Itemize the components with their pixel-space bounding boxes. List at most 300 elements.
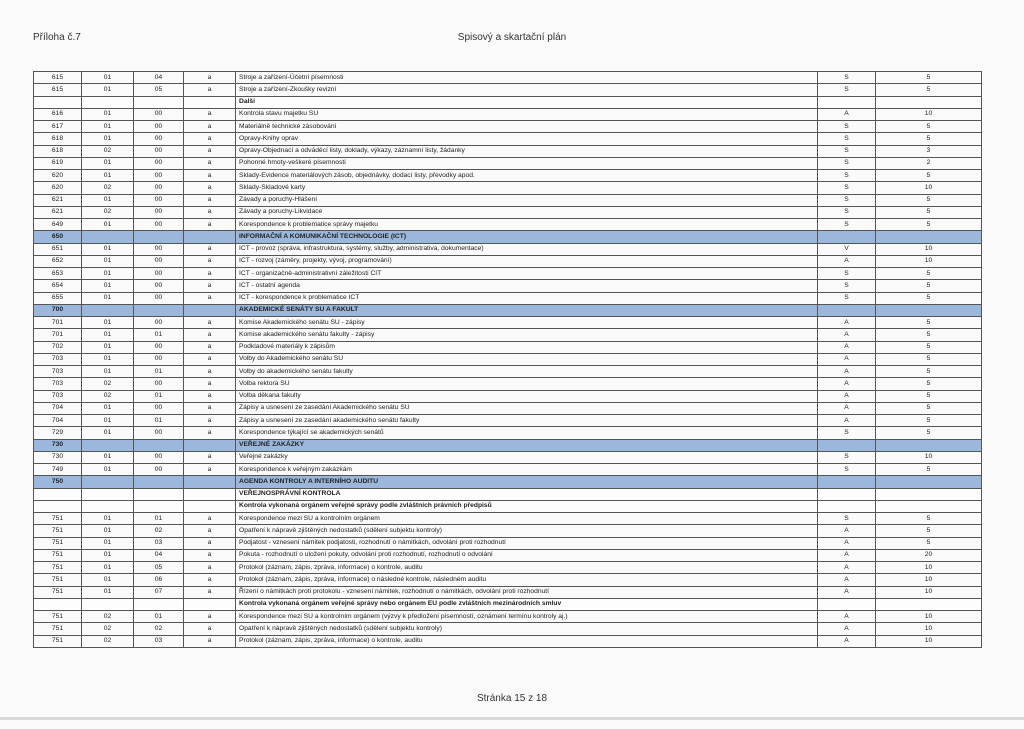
description-cell: Pohonné hmoty-veškeré písemnosti — [236, 157, 818, 169]
retention-years-cell: 10 — [876, 451, 982, 463]
retention-mark-cell — [818, 304, 876, 316]
retention-years-cell: 5 — [876, 317, 982, 329]
table-row — [34, 402, 982, 414]
code-cell: 650 — [34, 231, 82, 243]
detail-cell: 00 — [134, 317, 184, 329]
detail-cell: 00 — [134, 402, 184, 414]
description-cell: Protokol (záznam, zápis, zpráva, informace) o kontrole, auditu — [236, 635, 818, 647]
code-cell: 620 — [34, 170, 82, 182]
table-row — [34, 280, 982, 292]
description-cell: AKADEMICKÉ SENÁTY SU A FAKULT — [236, 304, 818, 316]
retention-mark-cell: S — [818, 219, 876, 231]
retention-mark-cell: S — [818, 145, 876, 157]
detail-cell: 00 — [134, 341, 184, 353]
letter-cell: a — [184, 268, 236, 280]
description-cell: ICT - ostatní agenda — [236, 280, 818, 292]
detail-cell — [134, 439, 184, 451]
letter-cell: a — [184, 366, 236, 378]
section-header-row — [34, 231, 982, 243]
code-cell: 729 — [34, 427, 82, 439]
retention-years-cell: 10 — [876, 635, 982, 647]
description-cell: Kontrola vykonaná orgánem veřejné správy nebo orgánem EU podle zvláštních mezinárodních smluv — [236, 598, 818, 610]
retention-mark-cell — [818, 598, 876, 610]
detail-cell: 05 — [134, 84, 184, 96]
letter-cell: a — [184, 574, 236, 586]
description-cell: Volby do Akademického senátu SU — [236, 353, 818, 365]
letter-cell: a — [184, 623, 236, 635]
letter-cell: a — [184, 329, 236, 341]
detail-cell: 00 — [134, 145, 184, 157]
retention-mark-cell: S — [818, 157, 876, 169]
retention-mark-cell — [818, 476, 876, 488]
retention-mark-cell: S — [818, 121, 876, 133]
retention-years-cell — [876, 598, 982, 610]
detail-cell: 00 — [134, 243, 184, 255]
table-row — [34, 329, 982, 341]
letter-cell: a — [184, 121, 236, 133]
description-cell: Komise akademického senátu fakulty - zápisy — [236, 329, 818, 341]
letter-cell: a — [184, 84, 236, 96]
description-cell: ICT - rozvoj (záměry, projekty, vývoj, programování) — [236, 255, 818, 267]
letter-cell — [184, 598, 236, 610]
subcode-cell: 02 — [82, 145, 134, 157]
subcode-cell — [82, 231, 134, 243]
document-title: Spisový a skartační plán — [457, 32, 567, 43]
retention-years-cell: 5 — [876, 525, 982, 537]
table-row — [34, 353, 982, 365]
description-cell: ICT - korespondence k problematice ICT — [236, 292, 818, 304]
retention-mark-cell — [818, 231, 876, 243]
letter-cell: a — [184, 537, 236, 549]
subcode-cell: 01 — [82, 317, 134, 329]
detail-cell — [134, 488, 184, 500]
description-cell: Podjatost - vznesení námitek podjatosti, rozhodnutí o námitkách, odvolání proti rozhodnutí — [236, 537, 818, 549]
description-cell: Pokuta - rozhodnutí o uložení pokuty, odvolání proti rozhodnutí, rozhodnutí o odvolání — [236, 549, 818, 561]
subsection-row — [34, 488, 982, 500]
letter-cell: a — [184, 108, 236, 120]
table-row — [34, 72, 982, 84]
description-cell: Kontrola stavu majetku SU — [236, 108, 818, 120]
description-cell: Korespondence k problematice správy majetku — [236, 219, 818, 231]
table-row — [34, 194, 982, 206]
detail-cell: 00 — [134, 170, 184, 182]
letter-cell: a — [184, 586, 236, 598]
table-row — [34, 341, 982, 353]
description-cell: Opatření k nápravě zjištěných nedostatků (sdělení subjektu kontroly) — [236, 623, 818, 635]
section-header-row — [34, 476, 982, 488]
table-row — [34, 243, 982, 255]
subcode-cell — [82, 476, 134, 488]
retention-years-cell: 5 — [876, 194, 982, 206]
detail-cell: 01 — [134, 329, 184, 341]
description-cell: Opravy-Knihy oprav — [236, 133, 818, 145]
retention-years-cell: 5 — [876, 353, 982, 365]
retention-mark-cell: S — [818, 464, 876, 476]
description-cell: Opatření k nápravě zjištěných nedostatků (sdělení subjektu kontroly) — [236, 525, 818, 537]
description-cell: Protokol (záznam, zápis, zpráva, informace) o následné kontrole, následném auditu — [236, 574, 818, 586]
subcode-cell: 01 — [82, 268, 134, 280]
subcode-cell: 01 — [82, 84, 134, 96]
retention-mark-cell: A — [818, 402, 876, 414]
code-cell: 619 — [34, 157, 82, 169]
description-cell: Korespondence mezi SU a kontrolním orgánem (výzvy k předložení písemností, oznámení termínu kontroly aj.) — [236, 611, 818, 623]
retention-mark-cell: A — [818, 353, 876, 365]
subsection-row — [34, 96, 982, 108]
subcode-cell: 01 — [82, 157, 134, 169]
letter-cell: a — [184, 157, 236, 169]
description-cell: Kontrola vykonaná orgánem veřejné správy podle zvláštních právních předpisů — [236, 500, 818, 512]
letter-cell — [184, 231, 236, 243]
letter-cell: a — [184, 206, 236, 218]
subcode-cell: 01 — [82, 451, 134, 463]
table-row — [34, 133, 982, 145]
retention-mark-cell: A — [818, 415, 876, 427]
subcode-cell: 01 — [82, 133, 134, 145]
retention-mark-cell: A — [818, 562, 876, 574]
retention-mark-cell: S — [818, 170, 876, 182]
subsection-row — [34, 500, 982, 512]
detail-cell — [134, 500, 184, 512]
code-cell: 616 — [34, 108, 82, 120]
retention-years-cell: 5 — [876, 427, 982, 439]
code-cell: 751 — [34, 562, 82, 574]
table-row — [34, 145, 982, 157]
scan-edge — [0, 717, 1024, 720]
letter-cell: a — [184, 255, 236, 267]
retention-mark-cell — [818, 96, 876, 108]
subcode-cell: 02 — [82, 635, 134, 647]
letter-cell: a — [184, 427, 236, 439]
description-cell: Materiálně technické zásobování — [236, 121, 818, 133]
subcode-cell: 01 — [82, 255, 134, 267]
retention-mark-cell: A — [818, 525, 876, 537]
detail-cell — [134, 231, 184, 243]
code-cell: 751 — [34, 525, 82, 537]
description-cell: Volba děkana fakulty — [236, 390, 818, 402]
code-cell: 751 — [34, 574, 82, 586]
table-row — [34, 427, 982, 439]
retention-years-cell: 5 — [876, 170, 982, 182]
retention-years-cell: 5 — [876, 280, 982, 292]
retention-years-cell: 10 — [876, 586, 982, 598]
code-cell: 621 — [34, 206, 82, 218]
detail-cell: 04 — [134, 72, 184, 84]
code-cell: 649 — [34, 219, 82, 231]
subcode-cell: 01 — [82, 170, 134, 182]
detail-cell: 00 — [134, 182, 184, 194]
letter-cell: a — [184, 525, 236, 537]
letter-cell — [184, 96, 236, 108]
retention-mark-cell: A — [818, 611, 876, 623]
code-cell: 653 — [34, 268, 82, 280]
table-row — [34, 268, 982, 280]
code-cell: 749 — [34, 464, 82, 476]
subcode-cell: 01 — [82, 586, 134, 598]
retention-years-cell: 10 — [876, 623, 982, 635]
detail-cell: 00 — [134, 157, 184, 169]
retention-years-cell: 5 — [876, 537, 982, 549]
table-row — [34, 182, 982, 194]
detail-cell: 00 — [134, 268, 184, 280]
retention-years-cell — [876, 488, 982, 500]
description-cell: INFORMAČNÍ A KOMUNIKAČNÍ TECHNOLOGIE (ICT) — [236, 231, 818, 243]
description-cell: Řízení o námitkách proti protokolu - vznesení námitek, rozhodnutí o námitkách, odvolání proti rozhodnutí — [236, 586, 818, 598]
code-cell: 703 — [34, 366, 82, 378]
code-cell: 751 — [34, 635, 82, 647]
subcode-cell: 01 — [82, 280, 134, 292]
letter-cell: a — [184, 635, 236, 647]
code-cell: 730 — [34, 451, 82, 463]
retention-years-cell: 5 — [876, 341, 982, 353]
code-cell: 618 — [34, 145, 82, 157]
retention-years-cell: 5 — [876, 72, 982, 84]
description-cell: VEŘEJNOSPRÁVNÍ KONTROLA — [236, 488, 818, 500]
table-row — [34, 366, 982, 378]
subcode-cell: 01 — [82, 194, 134, 206]
code-cell: 652 — [34, 255, 82, 267]
detail-cell: 00 — [134, 427, 184, 439]
code-cell: 703 — [34, 390, 82, 402]
retention-years-cell: 5 — [876, 206, 982, 218]
table-row — [34, 586, 982, 598]
retention-mark-cell: A — [818, 586, 876, 598]
section-header-row — [34, 304, 982, 316]
description-cell: Protokol (záznam, zápis, zpráva, informace) o kontrole, auditu — [236, 562, 818, 574]
code-cell: 651 — [34, 243, 82, 255]
retention-mark-cell: S — [818, 427, 876, 439]
code-cell: 730 — [34, 439, 82, 451]
table-row — [34, 317, 982, 329]
letter-cell: a — [184, 170, 236, 182]
description-cell: Zápisy a usnesení ze zasedání akademického senátu fakulty — [236, 415, 818, 427]
retention-years-cell — [876, 500, 982, 512]
description-cell: Stroje a zařízení-Účetní písemnosti — [236, 72, 818, 84]
letter-cell: a — [184, 562, 236, 574]
table-row — [34, 464, 982, 476]
subcode-cell: 01 — [82, 329, 134, 341]
letter-cell — [184, 304, 236, 316]
subcode-cell — [82, 598, 134, 610]
subcode-cell: 02 — [82, 623, 134, 635]
retention-mark-cell: S — [818, 133, 876, 145]
retention-mark-cell: S — [818, 206, 876, 218]
retention-years-cell: 5 — [876, 268, 982, 280]
detail-cell: 01 — [134, 611, 184, 623]
subcode-cell: 01 — [82, 464, 134, 476]
retention-years-cell: 5 — [876, 402, 982, 414]
table-row — [34, 574, 982, 586]
detail-cell: 02 — [134, 525, 184, 537]
subcode-cell: 01 — [82, 513, 134, 525]
records-retention-table — [33, 71, 982, 648]
description-cell: Korespondence mezi SU a kontrolním orgánem — [236, 513, 818, 525]
subcode-cell: 02 — [82, 182, 134, 194]
subcode-cell: 01 — [82, 219, 134, 231]
retention-years-cell: 5 — [876, 292, 982, 304]
retention-years-cell: 5 — [876, 84, 982, 96]
subcode-cell: 01 — [82, 72, 134, 84]
letter-cell: a — [184, 402, 236, 414]
description-cell: Korespondence týkající se akademických senátů — [236, 427, 818, 439]
retention-years-cell: 10 — [876, 182, 982, 194]
detail-cell: 00 — [134, 255, 184, 267]
retention-mark-cell: A — [818, 378, 876, 390]
description-cell: Stroje a zařízení-Zkoušky revizní — [236, 84, 818, 96]
retention-mark-cell: S — [818, 451, 876, 463]
retention-mark-cell: A — [818, 574, 876, 586]
code-cell: 751 — [34, 549, 82, 561]
subcode-cell: 01 — [82, 366, 134, 378]
retention-years-cell: 10 — [876, 562, 982, 574]
description-cell: Sklady-Evidence materiálových zásob, objednávky, dodací listy, převodky apod. — [236, 170, 818, 182]
section-header-row — [34, 439, 982, 451]
code-cell: 751 — [34, 611, 82, 623]
table-row — [34, 108, 982, 120]
table-row — [34, 513, 982, 525]
detail-cell: 00 — [134, 280, 184, 292]
detail-cell — [134, 476, 184, 488]
code-cell: 751 — [34, 537, 82, 549]
letter-cell — [184, 476, 236, 488]
detail-cell: 05 — [134, 562, 184, 574]
subcode-cell — [82, 439, 134, 451]
code-cell: 704 — [34, 402, 82, 414]
detail-cell: 04 — [134, 549, 184, 561]
table-row — [34, 157, 982, 169]
retention-years-cell: 20 — [876, 549, 982, 561]
code-cell: 618 — [34, 133, 82, 145]
code-cell — [34, 500, 82, 512]
letter-cell — [184, 500, 236, 512]
retention-years-cell: 5 — [876, 415, 982, 427]
subcode-cell: 02 — [82, 378, 134, 390]
letter-cell: a — [184, 378, 236, 390]
letter-cell: a — [184, 549, 236, 561]
retention-mark-cell: A — [818, 549, 876, 561]
letter-cell: a — [184, 182, 236, 194]
detail-cell: 02 — [134, 623, 184, 635]
retention-years-cell: 10 — [876, 108, 982, 120]
code-cell: 615 — [34, 72, 82, 84]
letter-cell: a — [184, 451, 236, 463]
table-row — [34, 549, 982, 561]
subcode-cell: 01 — [82, 353, 134, 365]
table-row — [34, 611, 982, 623]
subcode-cell: 01 — [82, 562, 134, 574]
retention-mark-cell: S — [818, 194, 876, 206]
retention-mark-cell: S — [818, 72, 876, 84]
retention-years-cell: 10 — [876, 574, 982, 586]
table-row — [34, 525, 982, 537]
retention-mark-cell: S — [818, 280, 876, 292]
detail-cell: 01 — [134, 415, 184, 427]
table-row — [34, 415, 982, 427]
code-cell: 751 — [34, 513, 82, 525]
retention-years-cell: 5 — [876, 329, 982, 341]
retention-years-cell — [876, 231, 982, 243]
letter-cell: a — [184, 292, 236, 304]
code-cell: 703 — [34, 353, 82, 365]
retention-years-cell: 5 — [876, 378, 982, 390]
subcode-cell: 01 — [82, 525, 134, 537]
subcode-cell: 02 — [82, 206, 134, 218]
detail-cell: 00 — [134, 133, 184, 145]
detail-cell: 03 — [134, 537, 184, 549]
attachment-label: Příloha č.7 — [33, 32, 81, 43]
code-cell: 751 — [34, 586, 82, 598]
retention-mark-cell: S — [818, 182, 876, 194]
retention-mark-cell: A — [818, 108, 876, 120]
code-cell: 702 — [34, 341, 82, 353]
retention-mark-cell: S — [818, 84, 876, 96]
code-cell: 703 — [34, 378, 82, 390]
description-cell: Zápisy a usnesení ze zasedání Akademického senátu SU — [236, 402, 818, 414]
retention-mark-cell: V — [818, 243, 876, 255]
letter-cell — [184, 439, 236, 451]
retention-years-cell: 5 — [876, 366, 982, 378]
letter-cell: a — [184, 219, 236, 231]
retention-years-cell: 5 — [876, 121, 982, 133]
code-cell — [34, 598, 82, 610]
subcode-cell: 01 — [82, 415, 134, 427]
code-cell — [34, 96, 82, 108]
table-row — [34, 219, 982, 231]
letter-cell: a — [184, 464, 236, 476]
subcode-cell: 01 — [82, 402, 134, 414]
detail-cell: 01 — [134, 513, 184, 525]
retention-mark-cell: A — [818, 390, 876, 402]
letter-cell: a — [184, 72, 236, 84]
retention-mark-cell: A — [818, 366, 876, 378]
detail-cell: 00 — [134, 206, 184, 218]
table-row — [34, 206, 982, 218]
detail-cell: 00 — [134, 353, 184, 365]
table-row — [34, 84, 982, 96]
detail-cell: 00 — [134, 219, 184, 231]
description-cell: Závady a poruchy-Hlášení — [236, 194, 818, 206]
retention-mark-cell: S — [818, 268, 876, 280]
retention-mark-cell: A — [818, 255, 876, 267]
subcode-cell: 01 — [82, 243, 134, 255]
letter-cell: a — [184, 341, 236, 353]
detail-cell — [134, 304, 184, 316]
description-cell: Podkladové materiály k zápisům — [236, 341, 818, 353]
description-cell: Další — [236, 96, 818, 108]
letter-cell: a — [184, 145, 236, 157]
retention-years-cell: 3 — [876, 145, 982, 157]
retention-years-cell: 10 — [876, 255, 982, 267]
detail-cell — [134, 598, 184, 610]
retention-years-cell: 5 — [876, 390, 982, 402]
subcode-cell: 01 — [82, 341, 134, 353]
description-cell: Volby do akademického senátu fakulty — [236, 366, 818, 378]
table-row — [34, 292, 982, 304]
detail-cell: 01 — [134, 366, 184, 378]
table-row — [34, 635, 982, 647]
code-cell: 621 — [34, 194, 82, 206]
subcode-cell: 01 — [82, 292, 134, 304]
subcode-cell — [82, 304, 134, 316]
table-row — [34, 170, 982, 182]
code-cell: 615 — [34, 84, 82, 96]
retention-mark-cell: A — [818, 635, 876, 647]
retention-years-cell: 5 — [876, 464, 982, 476]
retention-years-cell — [876, 96, 982, 108]
letter-cell: a — [184, 133, 236, 145]
description-cell: Korespondence k veřejným zakázkám — [236, 464, 818, 476]
code-cell — [34, 488, 82, 500]
subcode-cell: 02 — [82, 390, 134, 402]
